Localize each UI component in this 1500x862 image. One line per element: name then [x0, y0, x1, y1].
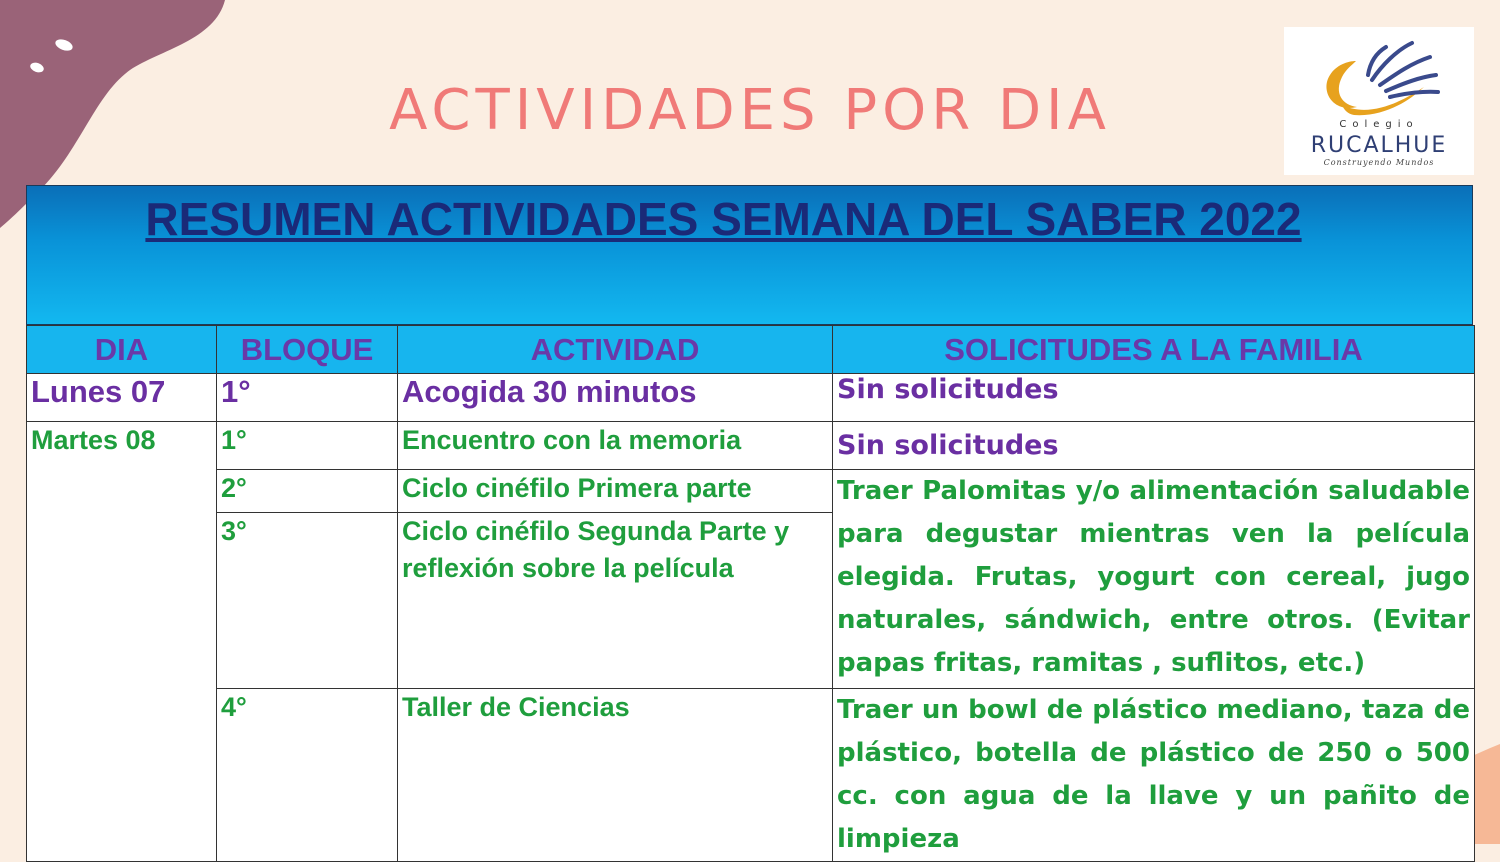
activity-cell: Ciclo cinéfilo Segunda Parte y reflexión sobre la película [398, 513, 833, 689]
school-logo [1284, 27, 1474, 175]
table-row-lunes [27, 374, 1475, 422]
day-cell: Lunes 07 [27, 374, 217, 422]
logo-school-name: RUCALHUE [1310, 133, 1448, 158]
column-header-dia: DIA [27, 326, 217, 374]
day-cell: Martes 08 [27, 422, 217, 862]
activity-cell: Encuentro con la memoria [398, 422, 833, 470]
request-cell: Sin solicitudes [833, 422, 1475, 470]
hand-swoosh-icon [1312, 35, 1446, 123]
table-row-martes-4 [27, 689, 1475, 862]
logo-tagline: Construyendo Mundos [1323, 158, 1435, 167]
column-header-bloque: BLOQUE [217, 326, 398, 374]
table-row-martes-1 [27, 422, 1475, 470]
block-cell: 1° [217, 374, 398, 422]
activity-cell: Taller de Ciencias [398, 689, 833, 862]
activities-table [26, 325, 1475, 862]
logo-colegio-text: Colegio [1339, 119, 1419, 130]
block-cell: 4° [217, 689, 398, 862]
activity-cell: Acogida 30 minutos [398, 374, 833, 422]
request-cell: Traer un bowl de plástico mediano, taza de plástico, botella de plástico de 250 o 500 cc. con agua de la llave y un pañito de limpieza [833, 689, 1475, 862]
block-cell: 3° [217, 513, 398, 689]
page-title: ACTIVIDADES POR DIA [389, 78, 1111, 143]
request-cell: Sin solicitudes [833, 374, 1475, 422]
column-header-solicitudes: SOLICITUDES A LA FAMILIA [833, 326, 1475, 374]
request-cell: Traer Palomitas y/o alimentación saludable para degustar mientras ven la película elegida. Frutas, yogurt con cereal, jugo naturales, sándwich, entre otros. (Evitar papas fritas, ramitas , suflitos, etc.) [833, 470, 1475, 689]
block-cell: 2° [217, 470, 398, 513]
block-cell: 1° [217, 422, 398, 470]
table-row-martes-2 [27, 470, 1475, 513]
activity-cell: Ciclo cinéfilo Primera parte [398, 470, 833, 513]
table-header-row [27, 326, 1475, 374]
column-header-actividad: ACTIVIDAD [398, 326, 833, 374]
table-heading: RESUMEN ACTIVIDADES SEMANA DEL SABER 2022 [145, 193, 1302, 245]
